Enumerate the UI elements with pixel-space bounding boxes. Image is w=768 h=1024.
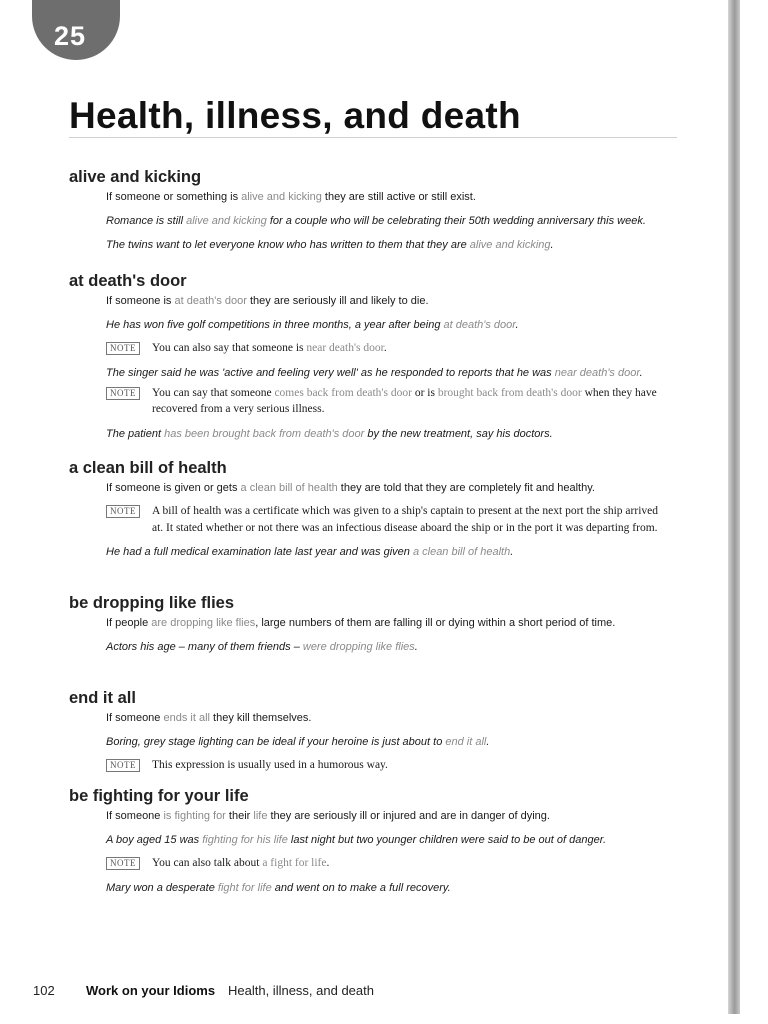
idiom-entry-clean-bill-of-health — [69, 458, 679, 560]
definition: If someone or something is alive and kicking they are still active or still exist. — [106, 191, 476, 203]
note-text: You can also talk about a fight for life. — [152, 857, 330, 869]
example-sentence: The singer said he was 'active and feeling very well' as he responded to reports that he was near death's door. — [106, 366, 643, 379]
headword: at death's door — [69, 272, 187, 290]
note — [106, 855, 679, 872]
note — [106, 757, 679, 774]
headword: alive and kicking — [69, 168, 202, 186]
note — [106, 340, 679, 357]
example-sentence: A boy aged 15 was fighting for his life last night but two younger children were said to be out of danger. — [106, 834, 607, 846]
example-sentence: He has won five golf competitions in three months, a year after being at death's door. — [106, 319, 519, 331]
footer-book-title: Work on your Idioms — [86, 983, 216, 998]
note-label: NOTE — [106, 342, 140, 355]
definition: If people are dropping like flies, large numbers of them are falling ill or dying within a short period of time. — [106, 617, 616, 629]
example-sentence: He had a full medical examination late last year and was given a clean bill of health. — [106, 546, 514, 558]
headword: be fighting for your life — [69, 787, 249, 805]
idiom-entry-alive-and-kicking — [69, 167, 679, 253]
page-title: Health, illness, and death — [69, 95, 521, 136]
note-text: You can also say that someone is near death's door. — [152, 342, 387, 354]
example-sentence: The patient has been brought back from death's door by the new treatment, say his doctors. — [106, 427, 553, 440]
note-label: NOTE — [106, 387, 140, 400]
idiom-entry-dropping-like-flies — [69, 593, 679, 655]
headword: be dropping like flies — [69, 594, 235, 612]
definition: If someone is given or gets a clean bill of health they are told that they are completely fit and healthy. — [106, 482, 595, 494]
note — [106, 385, 679, 418]
note-label: NOTE — [106, 505, 140, 518]
example-sentence: Boring, grey stage lighting can be ideal if your heroine is just about to end it all. — [106, 736, 490, 748]
page-edge — [728, 0, 740, 1014]
note-text: This expression is usually used in a humorous way. — [152, 759, 388, 771]
note-text: A bill of health was a certificate which was given to a ship's captain to present at the next port the ship arrived at. It stated whether or not there was an infectious disease aboard the ship or in the port it was departing from. — [152, 505, 658, 534]
note-label: NOTE — [106, 759, 140, 772]
footer-chapter-title: Health, illness, and death — [228, 983, 374, 998]
example-sentence: Actors his age – many of them friends – were dropping like flies. — [106, 641, 418, 653]
note-label: NOTE — [106, 857, 140, 870]
title-divider — [69, 137, 677, 138]
example-sentence: Romance is still alive and kicking for a couple who will be celebrating their 50th wedding anniversary this week. — [106, 215, 646, 227]
idiom-entry-fighting-for-your-life — [69, 786, 679, 896]
chapter-number-tab: 25 — [32, 0, 120, 60]
definition: If someone is fighting for their life they are seriously ill or injured and are in danger of dying. — [106, 810, 550, 822]
example-sentence: The twins want to let everyone know who has written to them that they are alive and kicking. — [106, 239, 554, 251]
footer-page-number: 102 — [33, 983, 55, 998]
note-text: You can say that someone comes back from death's door or is brought back from death's door when they have recovered from a very serious illness. — [152, 386, 657, 415]
idiom-entry-at-deaths-door — [69, 271, 679, 442]
definition: If someone is at death's door they are seriously ill and likely to die. — [106, 295, 429, 307]
definition: If someone ends it all they kill themselves. — [106, 712, 312, 724]
idiom-entry-end-it-all — [69, 688, 679, 774]
note — [106, 503, 679, 536]
headword: end it all — [69, 689, 136, 707]
example-sentence: Mary won a desperate fight for life and went on to make a full recovery. — [106, 881, 451, 894]
headword: a clean bill of health — [69, 459, 227, 477]
